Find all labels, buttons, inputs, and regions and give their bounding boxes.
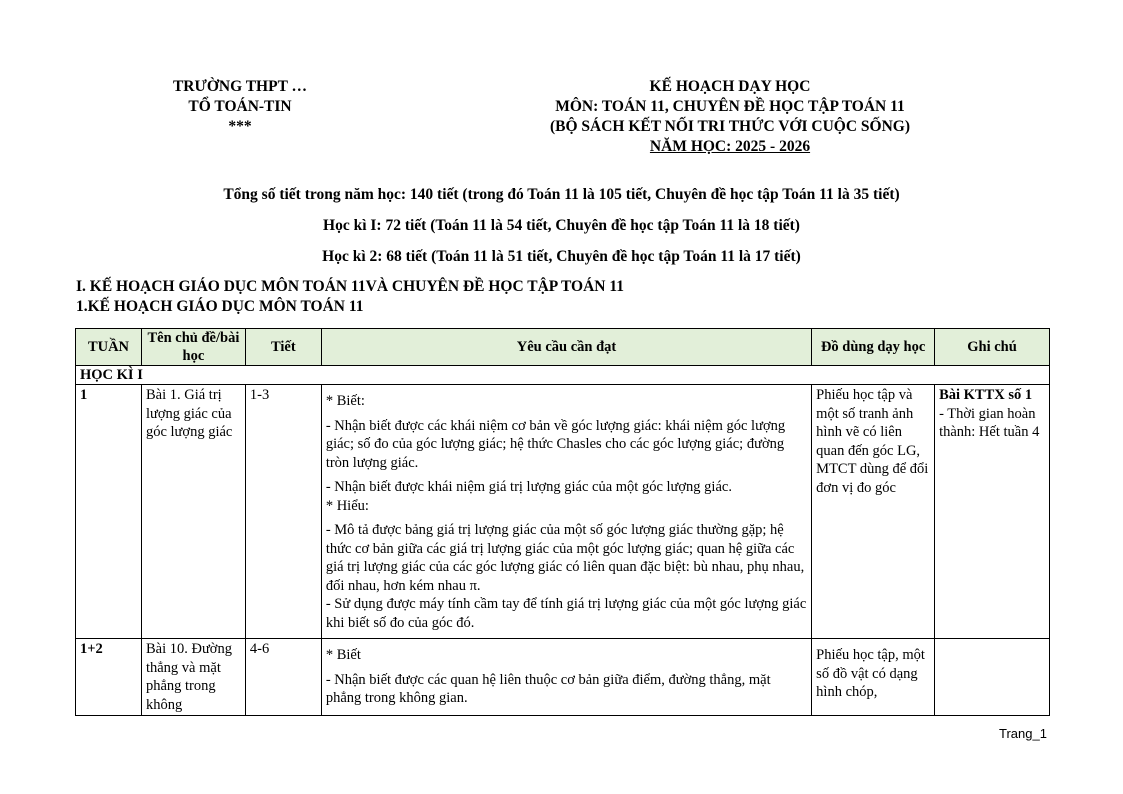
requirement-line: - Nhận biết được các quan hệ liên thuộc cơ bản giữa điểm, đường thẳng, mặt phẳng trong không gian. — [325, 671, 771, 706]
requirement-line: * Biết — [325, 647, 361, 663]
requirements-cell — [321, 639, 811, 716]
requirement-line: * Hiểu: — [325, 497, 369, 514]
semester-label: HỌC KÌ I — [76, 366, 1050, 385]
week-cell: 1+2 — [76, 639, 142, 716]
table-header-row — [76, 329, 1050, 366]
summary-semester1: Học kì I: 72 tiết (Toán 11 là 54 tiết, Chuyên đề học tập Toán 11 là 18 tiết) — [323, 217, 800, 234]
section-heading-1: I. KẾ HOẠCH GIÁO DỤC MÔN TOÁN 11VÀ CHUYÊN ĐỀ HỌC TẬP TOÁN 11 — [76, 278, 625, 295]
lesson-cell: Bài 1. Giá trị lượng giác của góc lượng giác — [141, 385, 245, 639]
requirement-line: - Nhận biết được các khái niệm cơ bản về góc lượng giác: khái niệm góc lượng giác; số đo của góc lượng giác; hệ thức Chasles cho các góc lượng giác; đường tròn lượng giác. — [325, 417, 786, 471]
requirements-cell — [321, 385, 811, 639]
header-stars: *** — [228, 118, 252, 135]
page-number: Trang_1 — [999, 726, 1047, 741]
column-header-notes: Ghi chú — [935, 329, 1050, 366]
section-heading-2: 1.KẾ HOẠCH GIÁO DỤC MÔN TOÁN 11 — [76, 298, 364, 315]
book-series-line: (BỘ SÁCH KẾT NỐI TRI THỨC VỚI CUỘC SỐNG) — [549, 118, 910, 135]
summary-semester2: Học kì 2: 68 tiết (Toán 11 là 51 tiết, Chuyên đề học tập Toán 11 là 17 tiết) — [322, 248, 801, 265]
table-row — [76, 385, 1050, 639]
teaching-plan-table — [75, 328, 1050, 716]
department-name: TỔ TOÁN-TIN — [188, 98, 292, 115]
plan-header — [480, 77, 980, 157]
plan-title: KẾ HOẠCH DẠY HỌC — [649, 78, 811, 95]
subject-line: MÔN: TOÁN 11, CHUYÊN ĐỀ HỌC TẬP TOÁN 11 — [555, 98, 905, 115]
notes-cell — [935, 385, 1050, 639]
column-header-materials: Đồ dùng dạy học — [812, 329, 935, 366]
column-header-lesson: Tên chủ đề/bài học — [141, 329, 245, 366]
week-cell: 1 — [76, 385, 142, 639]
school-name: TRƯỜNG THPT … — [172, 78, 308, 95]
school-year: NĂM HỌC: 2025 - 2026 — [649, 138, 811, 155]
note-title: Bài KTTX số 1 — [939, 387, 1033, 403]
column-header-requirements: Yêu cầu cần đạt — [321, 329, 811, 366]
materials-cell: Phiếu học tập, một số đồ vật có dạng hình chóp, — [812, 639, 935, 716]
requirement-line: - Sử dụng được máy tính cầm tay để tính giá trị lượng giác của một góc lượng giác khi biết số đo của góc đó. — [325, 596, 807, 631]
column-header-periods: Tiết — [245, 329, 321, 366]
periods-cell: 1-3 — [245, 385, 321, 639]
column-header-week: TUẦN — [76, 329, 142, 366]
note-body: - Thời gian hoàn thành: Hết tuần 4 — [939, 405, 1040, 440]
requirement-line: - Mô tả được bảng giá trị lượng giác của một số góc lượng giác thường gặp; hệ thức cơ bản giữa các giá trị lượng giác của một góc lượng giác; quan hệ giữa các giá trị lượng giác của các góc lượng giác có liên quan đặc biệt: bù nhau, phụ nhau, đối nhau, hơn kém nhau π. — [325, 522, 805, 594]
requirement-line: - Nhận biết được khái niệm giá trị lượng giác của một góc lượng giác. — [325, 479, 732, 495]
school-header — [130, 77, 350, 137]
lesson-cell: Bài 10. Đường thẳng và mặt phẳng trong không — [141, 639, 245, 716]
periods-cell: 4-6 — [245, 639, 321, 716]
summary-total: Tổng số tiết trong năm học: 140 tiết (trong đó Toán 11 là 105 tiết, Chuyên đề học tập Toán 11 là 35 tiết) — [223, 186, 900, 203]
table-row — [76, 639, 1050, 716]
semester-row — [76, 366, 1050, 385]
requirement-line: * Biết: — [325, 393, 365, 409]
notes-cell — [935, 639, 1050, 716]
materials-cell: Phiếu học tập và một số tranh ảnh hình vẽ có liên quan đến góc LG, MTCT dùng để đổi đơn vị đo góc — [812, 385, 935, 639]
